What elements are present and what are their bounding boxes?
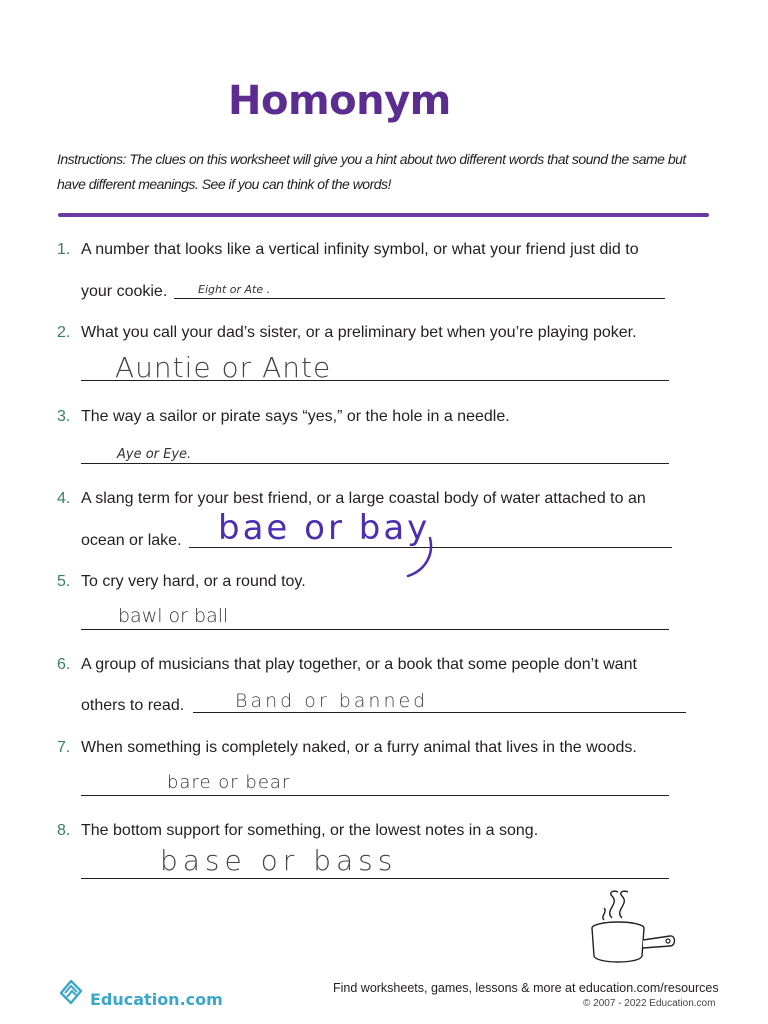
question-text: A number that looks like a vertical infinity symbol, or what your friend just did to [81,241,639,258]
handwritten-answer: bare or bear [167,772,291,793]
copyright-text: © 2007 - 2022 Education.com [583,998,716,1009]
handwritten-answer: Band or banned [235,690,429,712]
handwritten-answer: bawl or ball [118,605,229,627]
footer-tagline[interactable]: Find worksheets, games, lessons & more at education.com/resources [333,981,719,995]
handwritten-answer: Aye or Eye. [117,447,192,462]
question-text-cont: ocean or lake. [81,532,182,549]
question-text: A slang term for your best friend, or a large coastal body of water attached to an [81,490,646,507]
question-text: The bottom support for something, or the lowest notes in a song. [81,822,539,839]
answer-blank[interactable] [174,298,665,299]
question-number: 2. [57,324,71,341]
question-number: 5. [57,573,71,590]
handwritten-answer: base or bass [160,844,398,877]
education-logo-icon [55,975,87,1007]
question-number: 4. [57,490,71,507]
question-number: 1. [57,241,71,258]
question-number: 7. [57,739,71,756]
brand-name[interactable]: Education.com [90,990,223,1009]
worksheet-title: Homonym [228,78,451,124]
answer-blank[interactable] [193,712,686,713]
header-divider [58,213,709,217]
question-number: 6. [57,656,71,673]
question-text: When something is completely naked, or a furry animal that lives in the woods. [81,739,637,756]
handwritten-answer: Auntie or Ante [115,351,332,384]
answer-blank[interactable] [81,463,669,464]
instructions-text: Instructions: The clues on this worksheet will give you a hint about two different words that sound the same but have different meanings. See if you can think of the words! [57,151,686,192]
question-text: The way a sailor or pirate says “yes,” or the hole in a needle. [81,408,510,425]
handwriting-tail-stroke [400,536,440,582]
question-text: What you call your dad’s sister, or a preliminary bet when you’re playing poker. [81,324,637,341]
cooking-pot-icon [582,888,682,970]
question-text: To cry very hard, or a round toy. [81,573,306,590]
answer-blank[interactable] [81,629,669,630]
handwritten-answer-ink: bae or bay [218,508,431,548]
answer-blank[interactable] [81,795,669,796]
question-text: A group of musicians that play together, or a book that some people don’t want [81,656,637,673]
answer-blank[interactable] [81,878,669,879]
question-number: 8. [57,822,71,839]
handwritten-answer: Eight or Ate . [198,283,271,296]
question-number: 3. [57,408,71,425]
question-text-cont: others to read. [81,697,185,714]
question-text-cont: your cookie. [81,283,168,300]
